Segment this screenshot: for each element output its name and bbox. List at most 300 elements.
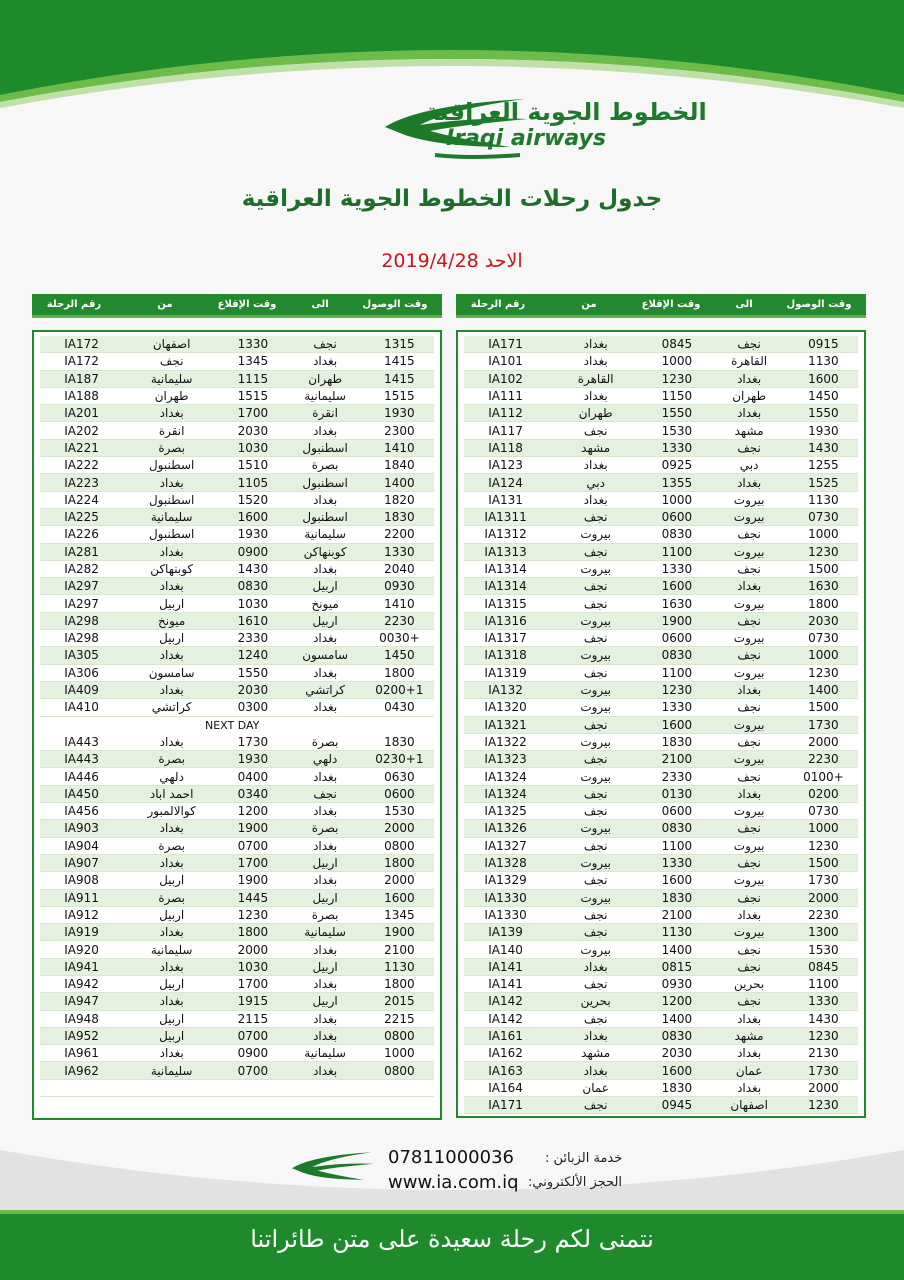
arrival-time: 1000	[384, 1046, 415, 1061]
origin: كراتشي	[151, 700, 192, 715]
flight-number: IA1314	[484, 562, 527, 576]
destination: اربيل	[312, 579, 338, 594]
brand-name-arabic: الخطوط الجوية العراقية	[425, 98, 707, 126]
destination: نجف	[737, 613, 761, 628]
table-row	[464, 526, 858, 543]
table-row	[464, 751, 858, 768]
arrival-time: 1730	[808, 717, 839, 732]
departure-time: 1700	[237, 406, 269, 421]
flight-number: IA1326	[484, 821, 527, 836]
left-schedule-table	[32, 330, 442, 1120]
table-row	[40, 422, 434, 439]
departure-time: 1230	[661, 371, 693, 386]
origin: سليمانية	[150, 942, 193, 957]
destination: بغداد	[737, 1046, 762, 1061]
col-to: الى	[311, 299, 329, 310]
origin: بيروت	[580, 821, 611, 836]
departure-time: 2000	[237, 942, 269, 957]
table-row	[40, 838, 434, 855]
table-row	[464, 907, 858, 924]
arrival-time: 2300	[384, 423, 415, 438]
arrival-time: 2000	[384, 821, 415, 836]
table-row	[464, 786, 858, 803]
destination: دبي	[739, 458, 759, 473]
origin: احمد اباد	[149, 786, 194, 801]
arrival-time: 1500	[808, 700, 839, 715]
table-row	[464, 630, 858, 647]
table-row	[40, 855, 434, 872]
destination: بغداد	[313, 769, 338, 784]
arrival-time: 1830	[384, 734, 415, 749]
origin: بغداد	[583, 337, 608, 352]
table-row	[40, 1028, 434, 1045]
arrival-time: 1830	[384, 510, 415, 525]
flight-number: IA942	[64, 977, 99, 992]
flight-number: IA111	[488, 389, 523, 404]
departure-time: 1830	[661, 734, 693, 749]
origin: اسطنبول	[148, 527, 195, 542]
table-row	[40, 509, 434, 526]
destination: مشهد	[734, 423, 764, 438]
arrival-time: 1130	[808, 492, 839, 507]
departure-time: 0700	[237, 1063, 269, 1078]
destination: ميونخ	[311, 596, 339, 611]
destination: بغداد	[313, 1029, 338, 1044]
origin: بصرة	[158, 838, 185, 853]
destination: سليمانية	[304, 925, 346, 940]
departure-time: 0830	[237, 579, 269, 594]
arrival-time: 0930	[384, 579, 415, 594]
table-row	[40, 751, 434, 768]
footer-bird-icon	[284, 1150, 380, 1190]
brand-name-english: Iraqi airways	[446, 126, 606, 151]
table-row	[464, 734, 858, 751]
arrival-time: 0230+1	[375, 752, 424, 767]
origin: نجف	[583, 579, 608, 594]
origin: نجف	[583, 717, 608, 732]
arrival-time: 1415	[384, 371, 415, 386]
table-row	[464, 803, 858, 820]
destination: اربيل	[312, 890, 338, 905]
flight-number: IA908	[64, 873, 99, 888]
flight-number: IA298	[64, 613, 99, 628]
table-row	[40, 561, 434, 578]
destination: كراتشي	[305, 683, 345, 698]
origin: بيروت	[580, 890, 611, 905]
table-row	[464, 405, 858, 422]
destination: اربيل	[312, 856, 338, 871]
departure-time: 1600	[661, 873, 693, 888]
origin: بغداد	[159, 821, 184, 836]
flight-number: IA1325	[484, 804, 527, 819]
col-flight: رقم الرحلة	[46, 299, 102, 310]
departure-time: 0900	[237, 1046, 269, 1061]
origin: نجف	[583, 752, 608, 767]
arrival-time: 1400	[384, 475, 415, 490]
origin: بغداد	[583, 959, 608, 974]
table-row	[464, 1080, 858, 1097]
arrival-time: 1330	[808, 994, 839, 1009]
table-row	[464, 768, 858, 785]
origin: بيروت	[580, 734, 611, 749]
flight-number: IA201	[64, 406, 99, 421]
origin: بغداد	[159, 734, 184, 749]
table-row	[40, 388, 434, 405]
destination: سليمانية	[304, 527, 346, 542]
origin: بغداد	[159, 406, 184, 421]
arrival-time: 0845	[808, 959, 839, 974]
destination: بغداد	[737, 683, 762, 698]
flight-number: IA911	[64, 890, 99, 905]
departure-time: 2100	[661, 907, 693, 922]
departure-time: 1900	[237, 821, 269, 836]
table-row	[464, 1045, 858, 1062]
destination: بيروت	[733, 510, 765, 525]
destination: بغداد	[737, 371, 762, 386]
origin: اربيل	[159, 1011, 185, 1026]
arrival-time: 1315	[384, 337, 415, 352]
table-row	[464, 1062, 858, 1079]
origin: بيروت	[580, 648, 611, 663]
departure-time: 2030	[237, 423, 269, 438]
destination: بيروت	[733, 544, 765, 559]
departure-time: 1430	[237, 562, 269, 576]
departure-time: 1000	[661, 354, 693, 369]
arrival-time: 1130	[808, 354, 839, 369]
flight-number: IA1328	[484, 856, 527, 871]
flight-number: IA102	[488, 371, 523, 386]
col-departure: وقت الإقلاع	[217, 299, 277, 310]
flight-number: IA161	[488, 1029, 523, 1044]
arrival-time: 0600	[384, 786, 415, 801]
destination: بيروت	[733, 925, 765, 940]
arrival-time: 0630	[384, 769, 415, 784]
origin: نجف	[583, 665, 608, 680]
col-flight: رقم الرحلة	[470, 299, 526, 310]
departure-time: 1000	[661, 492, 693, 507]
phone-number[interactable]: 07811000036	[388, 1147, 514, 1168]
flight-number: IA1324	[484, 769, 527, 784]
flight-number: IA904	[64, 838, 99, 853]
arrival-time: 0915	[808, 337, 839, 352]
destination: القاهرة	[731, 354, 768, 369]
destination: نجف	[737, 562, 761, 576]
arrival-time: 1400	[808, 683, 839, 698]
flight-number: IA1323	[484, 752, 527, 767]
departure-time: 1550	[237, 665, 269, 680]
flight-number: IA1316	[484, 613, 527, 628]
departure-time: 1515	[237, 389, 269, 404]
table-row	[40, 872, 434, 889]
destination: نجف	[737, 734, 761, 749]
arrival-time: 0730	[808, 804, 839, 819]
flight-number: IA1318	[484, 648, 527, 663]
col-to: الى	[735, 299, 753, 310]
flight-number: IA141	[488, 959, 523, 974]
destination: نجف	[737, 769, 761, 784]
table-row	[40, 613, 434, 630]
arrival-time: 1345	[384, 907, 415, 922]
departure-time: 1130	[661, 925, 693, 940]
table-row	[464, 647, 858, 664]
flight-number: IA202	[64, 423, 99, 438]
destination: طهران	[308, 371, 343, 386]
arrival-time: 1450	[808, 389, 839, 404]
destination: بصرة	[311, 821, 339, 836]
arrival-time: 1000	[808, 527, 839, 542]
col-departure: وقت الإقلاع	[641, 299, 701, 310]
arrival-time: 1530	[384, 804, 415, 819]
arrival-time: 1930	[808, 423, 839, 438]
flight-number: IA1327	[484, 838, 527, 853]
origin: اسطنبول	[148, 492, 195, 507]
origin: بغداد	[159, 994, 184, 1009]
arrival-time: 1800	[384, 856, 415, 871]
departure-time: 1150	[661, 389, 693, 404]
departure-time: 0700	[237, 1029, 269, 1044]
arrival-time: 1430	[808, 440, 839, 455]
destination: بغداد	[313, 631, 338, 646]
flight-number: IA456	[64, 804, 99, 819]
destination: نجف	[737, 994, 761, 1009]
destination: بغداد	[313, 665, 338, 680]
arrival-time: 2000	[384, 873, 415, 888]
col-arrival: وقت الوصول	[786, 299, 852, 310]
origin: بغداد	[583, 1029, 608, 1044]
table-row	[464, 1028, 858, 1045]
phone-label: خدمة الزبائن :	[545, 1151, 623, 1166]
destination: عمان	[735, 1063, 763, 1078]
col-from: من	[581, 299, 597, 310]
destination: بغداد	[313, 838, 338, 853]
flight-number: IA139	[488, 925, 523, 940]
departure-time: 1330	[661, 440, 693, 455]
table-row	[40, 682, 434, 699]
flight-number: IA912	[64, 907, 99, 922]
destination: بغداد	[737, 786, 762, 801]
destination: بيروت	[733, 752, 765, 767]
departure-time: 1600	[661, 1063, 693, 1078]
flight-number: IA281	[64, 544, 99, 559]
departure-time: 1100	[661, 838, 693, 853]
arrival-time: 1730	[808, 1063, 839, 1078]
departure-time: 0925	[661, 458, 693, 473]
flight-number: IA225	[64, 510, 99, 525]
table-row	[40, 890, 434, 907]
flight-number: IA297	[64, 596, 99, 611]
origin: بيروت	[580, 700, 611, 715]
table-row	[464, 440, 858, 457]
origin: نجف	[583, 873, 608, 888]
arrival-time: 0030+	[379, 631, 420, 646]
arrival-time: 1800	[808, 596, 839, 611]
arrival-time: 1630	[808, 579, 839, 594]
flight-number: IA410	[64, 700, 99, 715]
destination: بيروت	[733, 838, 765, 853]
destination: بغداد	[313, 1063, 338, 1078]
arrival-time: 1410	[384, 596, 415, 611]
destination: بغداد	[737, 475, 762, 490]
arrival-time: 1430	[808, 1011, 839, 1026]
departure-time: 1900	[661, 613, 693, 628]
flight-number: IA941	[64, 959, 99, 974]
col-arrival: وقت الوصول	[362, 299, 428, 310]
departure-time: 1030	[237, 596, 269, 611]
arrival-time: 1230	[808, 838, 839, 853]
origin: بصرة	[158, 890, 185, 905]
table-row	[40, 665, 434, 682]
table-row	[40, 959, 434, 976]
origin: اربيل	[159, 873, 185, 888]
flight-number: IA1315	[484, 596, 527, 611]
origin: اسطنبول	[148, 458, 195, 473]
table-row	[40, 544, 434, 561]
origin: مشهد	[581, 1046, 611, 1061]
arrival-time: 0100+	[803, 769, 844, 784]
origin: بغداد	[583, 492, 608, 507]
table-row	[464, 1011, 858, 1028]
flight-number: IA142	[488, 994, 523, 1009]
flight-number: IA223	[64, 475, 99, 490]
arrival-time: 2230	[808, 907, 839, 922]
next-day-note: NEXT DAY	[40, 717, 434, 734]
arrival-time: 1525	[808, 475, 839, 490]
destination: بغداد	[737, 907, 762, 922]
arrival-time: 1840	[384, 458, 415, 473]
destination: نجف	[737, 959, 761, 974]
table-row	[464, 717, 858, 734]
table-row	[464, 699, 858, 716]
destination: بغداد	[313, 354, 338, 369]
table-row	[464, 959, 858, 976]
departure-time: 0930	[661, 977, 693, 992]
origin: اربيل	[159, 631, 185, 646]
departure-time: 1700	[237, 977, 269, 992]
origin: نجف	[583, 1098, 608, 1113]
website-label: الحجز الألكتروني:	[528, 1175, 623, 1190]
arrival-time: 1600	[384, 890, 415, 905]
destination: دلهي	[312, 752, 338, 767]
table-row	[40, 1062, 434, 1079]
departure-time: 0400	[237, 769, 269, 784]
departure-time: 1930	[237, 527, 269, 542]
flight-number: IA962	[64, 1063, 99, 1078]
destination: انقرة	[312, 406, 338, 421]
arrival-time: 1415	[384, 354, 415, 369]
departure-time: 2030	[237, 683, 269, 698]
departure-time: 1530	[661, 423, 693, 438]
departure-time: 1600	[237, 510, 269, 525]
departure-time: 1915	[237, 994, 269, 1009]
flight-number: IA450	[64, 786, 99, 801]
flight-number: IA142	[488, 1011, 523, 1026]
flight-number: IA101	[488, 354, 523, 369]
table-row	[464, 924, 858, 941]
departure-time: 0845	[661, 337, 693, 352]
arrival-time: 0800	[384, 1063, 415, 1078]
table-row	[40, 924, 434, 941]
page-title: جدول رحلات الخطوط الجوية العراقية	[241, 186, 663, 212]
destination: نجف	[737, 337, 761, 352]
destination: بيروت	[733, 665, 765, 680]
departure-time: 2330	[661, 769, 693, 784]
destination: بغداد	[737, 1011, 762, 1026]
origin: بصرة	[158, 440, 185, 455]
flight-number: IA140	[488, 942, 523, 957]
footer-band	[0, 1150, 904, 1280]
left-table-header	[32, 294, 442, 318]
departure-time: 1930	[237, 752, 269, 767]
destination: سامسون	[302, 648, 349, 663]
destination: نجف	[737, 440, 761, 455]
destination: بيروت	[733, 492, 765, 507]
arrival-time: 1230	[808, 665, 839, 680]
table-row	[40, 993, 434, 1010]
table-row	[40, 647, 434, 664]
flight-number: IA282	[64, 562, 99, 576]
table-row	[40, 907, 434, 924]
arrival-time: 1900	[384, 925, 415, 940]
table-row	[464, 561, 858, 578]
table-row	[464, 457, 858, 474]
flight-number: IA446	[64, 769, 99, 784]
flight-number: IA1322	[484, 734, 527, 749]
origin: سليمانية	[150, 1063, 193, 1078]
flight-number: IA172	[64, 354, 99, 369]
arrival-time: 0430	[384, 700, 415, 715]
departure-time: 0340	[237, 786, 269, 801]
origin: بغداد	[159, 579, 184, 594]
arrival-time: 1450	[384, 648, 415, 663]
departure-time: 1355	[661, 475, 693, 490]
departure-time: 0830	[661, 527, 693, 542]
origin: بغداد	[159, 475, 184, 490]
destination: بغداد	[737, 579, 762, 594]
arrival-time: 1000	[808, 648, 839, 663]
table-row	[40, 526, 434, 543]
departure-time: 1030	[237, 959, 269, 974]
departure-time: 2115	[237, 1011, 269, 1026]
website-link[interactable]: www.ia.com.iq	[388, 1172, 519, 1193]
flight-number: IA443	[64, 752, 99, 767]
destination: سليمانية	[304, 1046, 346, 1061]
origin: نجف	[583, 631, 608, 646]
flight-number: IA221	[64, 440, 99, 455]
flight-number: IA187	[64, 371, 99, 386]
flight-number: IA163	[488, 1063, 523, 1078]
origin: القاهرة	[577, 371, 614, 386]
destination: بغداد	[313, 942, 338, 957]
departure-time: 0900	[237, 544, 269, 559]
flight-number: IA1324	[484, 786, 527, 801]
destination: بحرين	[734, 977, 765, 992]
flight-number: IA112	[488, 406, 523, 421]
destination: اربيل	[312, 613, 338, 628]
arrival-time: 0730	[808, 510, 839, 525]
origin: نجف	[583, 596, 608, 611]
table-row	[464, 838, 858, 855]
arrival-time: 1300	[808, 925, 839, 940]
arrival-time: 1530	[808, 942, 839, 957]
flight-number: IA1311	[484, 510, 527, 525]
destination: نجف	[313, 786, 337, 801]
table-row	[464, 941, 858, 958]
flight-number: IA948	[64, 1011, 99, 1026]
flight-number: IA907	[64, 856, 99, 871]
departure-time: 1330	[661, 700, 693, 715]
table-row	[40, 457, 434, 474]
flight-number: IA1319	[484, 665, 527, 680]
